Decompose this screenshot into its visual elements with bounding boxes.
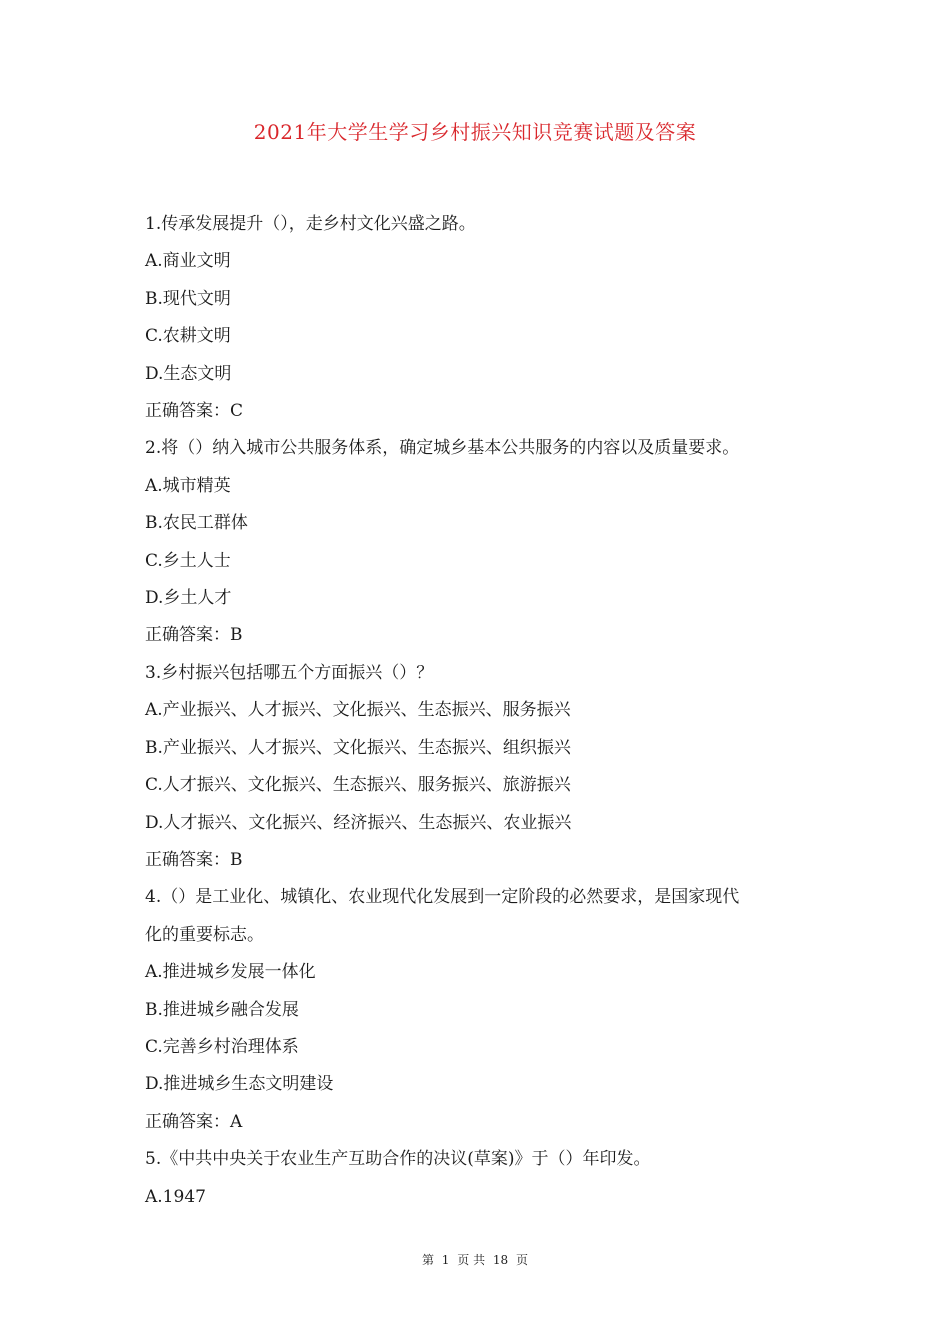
footer-page-number: 1 [441,1253,450,1267]
option-b: B.现代文明 [145,288,231,309]
footer-total-pages: 18 [492,1253,509,1267]
question-3 [145,655,815,879]
option-b: B.产业振兴、人才振兴、文化振兴、生态振兴、组织振兴 [145,737,571,758]
question-stem: 2.将（）纳入城市公共服务体系，确定城乡基本公共服务的内容以及质量要求。 [145,438,740,459]
question-1 [145,206,815,430]
option-a: A.城市精英 [145,475,231,496]
footer-prefix: 第 [421,1253,434,1267]
footer-middle: 页 共 [457,1253,486,1267]
option-c: C.人才振兴、文化振兴、生态振兴、服务振兴、旅游振兴 [145,775,571,796]
footer-suffix: 页 [516,1253,529,1267]
question-stem: 1.传承发展提升（），走乡村文化兴盛之路。 [145,214,476,234]
document-title: 2021年大学生学习乡村振兴知识竞赛试题及答案 [253,120,697,144]
option-c: C.农耕文明 [145,326,231,347]
option-d: D.人才振兴、文化振兴、经济振兴、生态振兴、农业振兴 [145,812,572,833]
option-d: D.推进城乡生态文明建设 [145,1074,334,1095]
question-stem: 3.乡村振兴包括哪五个方面振兴（）？ [145,662,434,683]
question-5 [145,1141,815,1216]
question-stem-line-2: 化的重要标志。 [145,924,264,945]
option-b: B.推进城乡融合发展 [145,999,299,1020]
correct-answer: 正确答案：B [145,625,243,646]
question-stem-line-1: 4.（）是工业化、城镇化、农业现代化发展到一定阶段的必然要求，是国家现代 [145,887,740,908]
option-a: A.推进城乡发展一体化 [145,962,316,983]
option-b: B.农民工群体 [145,513,248,534]
question-list [145,206,815,1216]
option-d: D.生态文明 [145,363,232,384]
option-c: C.乡土人士 [145,550,231,571]
question-2 [145,430,815,654]
question-4 [145,879,815,1141]
correct-answer: 正确答案：B [145,849,243,870]
page-footer [0,1251,950,1268]
option-a: A.商业文明 [145,251,231,272]
question-stem: 5.《中共中央关于农业生产互助合作的决议(草案)》于（）年印发。 [145,1149,651,1170]
option-c: C.完善乡村治理体系 [145,1036,299,1057]
option-a: A.1947 [145,1186,206,1207]
correct-answer: 正确答案：C [145,401,244,422]
correct-answer: 正确答案：A [145,1111,243,1132]
option-a: A.产业振兴、人才振兴、文化振兴、生态振兴、服务振兴 [145,700,571,721]
option-d: D.乡土人才 [145,588,232,609]
